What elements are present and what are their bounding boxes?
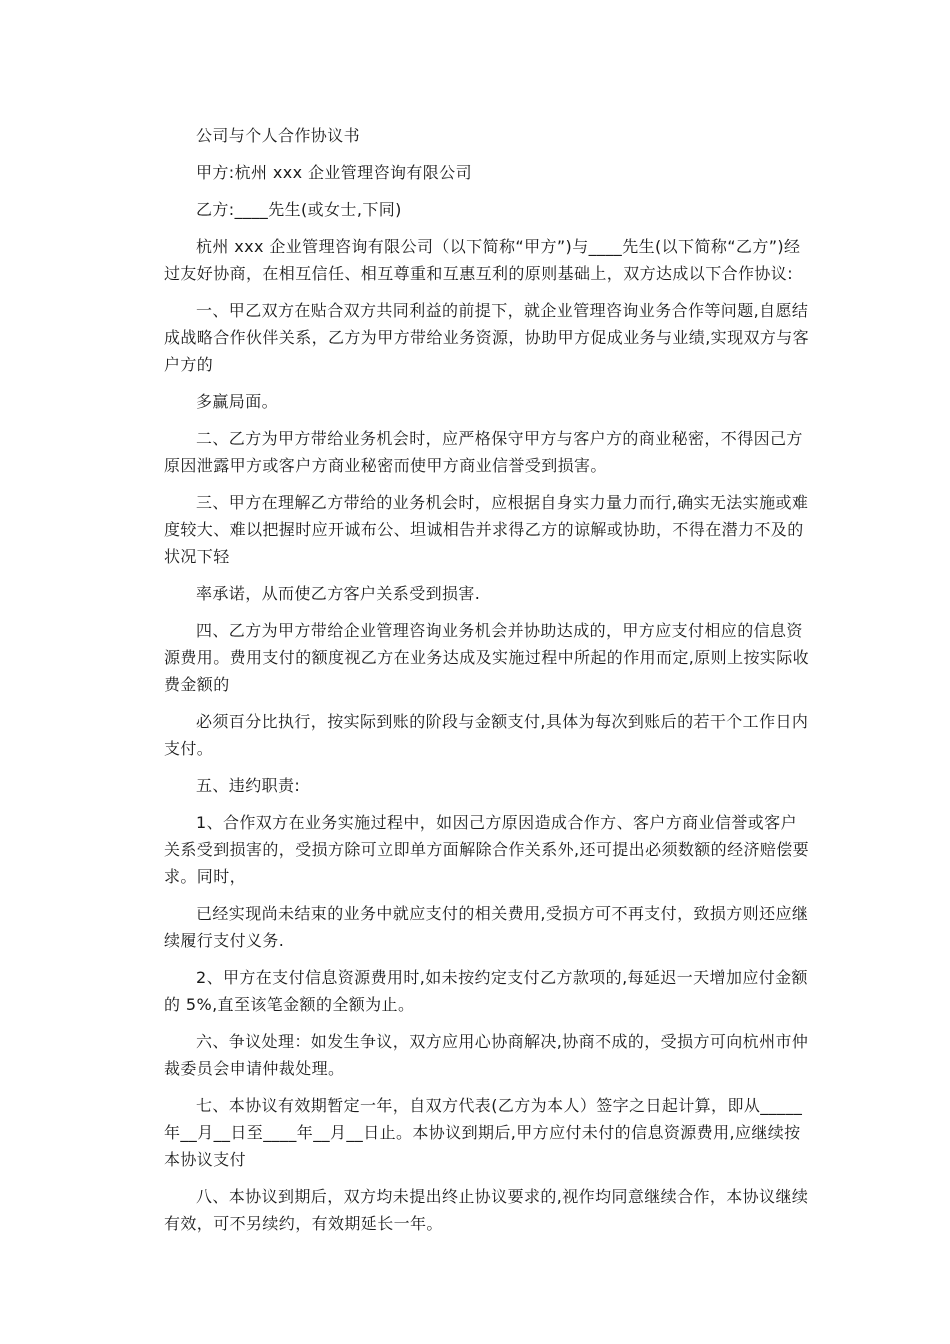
document-page — [164, 122, 810, 1247]
party-b-line: 乙方:____先生(或女士,下同) — [196, 200, 402, 219]
paragraph-clause-3-cont: 率承诺，从而使乙方客户关系受到损害. — [196, 584, 481, 603]
paragraph-clause-8: 八、本协议到期后，双方均未提出终止协议要求的,视作均同意继续合作，本协议继续有效，可不另续约，有效期延长一年。 — [164, 1187, 809, 1233]
document-title: 公司与个人合作协议书 — [196, 126, 361, 145]
paragraph-clause-5-item-1-cont: 已经实现尚未结束的业务中就应支付的相关费用,受损方可不再支付，致损方则还应继续履行支付义务. — [164, 904, 809, 950]
paragraph-clause-2: 二、乙方为甲方带给业务机会时，应严格保守甲方与客户方的商业秘密，不得因己方原因泄露甲方或客户方商业秘密而使甲方商业信誉受到损害。 — [164, 429, 803, 475]
paragraph-clause-4: 四、乙方为甲方带给企业管理咨询业务机会并协助达成的，甲方应支付相应的信息资源费用。费用支付的额度视乙方在业务达成及实施过程中所起的作用而定,原则上按实际收费金额的 — [164, 621, 810, 694]
paragraph-intro: 杭州 xxx 企业管理咨询有限公司（以下简称“甲方”)与____先生(以下简称“乙方”)经过友好协商，在相互信任、相互尊重和互惠互利的原则基础上，双方达成以下合作协议: — [164, 237, 801, 283]
paragraph-clause-6: 六、争议处理：如发生争议，双方应用心协商解决,协商不成的，受损方可向杭州市仲裁委员会申请仲裁处理。 — [164, 1032, 809, 1078]
paragraph-clause-5-item-1: 1、合作双方在业务实施过程中，如因己方原因造成合作方、客户方商业信誉或客户关系受到损害的，受损方除可立即单方面解除合作关系外,还可提出必须数额的经济赔偿要求。同时， — [164, 813, 810, 886]
paragraph-clause-1: 一、甲乙双方在贴合双方共同利益的前提下，就企业管理咨询业务合作等问题,自愿结成战略合作伙伴关系，乙方为甲方带给业务资源，协助甲方促成业务与业绩,实现双方与客户方的 — [164, 301, 810, 374]
paragraph-clause-1-cont: 多赢局面。 — [196, 392, 279, 411]
paragraph-clause-3: 三、甲方在理解乙方带给的业务机会时，应根据自身实力量力而行,确实无法实施或难度较大、难以把握时应开诚布公、坦诚相告并求得乙方的谅解或协助，不得在潜力不及的状况下轻 — [164, 493, 809, 566]
paragraph-clause-4-cont: 必须百分比执行，按实际到账的阶段与金额支付,具体为每次到账后的若干个工作日内支付。 — [164, 712, 809, 758]
paragraph-clause-5-item-2: 2、甲方在支付信息资源费用时,如未按约定支付乙方款项的,每延迟一天增加应付金额的 5%,直至该笔金额的全额为止。 — [164, 968, 808, 1014]
paragraph-clause-5-heading: 五、违约职责: — [196, 776, 301, 795]
party-a-line: 甲方:杭州 xxx 企业管理咨询有限公司 — [196, 163, 472, 182]
paragraph-clause-7: 七、本协议有效期暂定一年，自双方代表(乙方为本人）签字之日起计算，即从_____年__月__日至____年__月__日止。本协议到期后,甲方应付未付的信息资源费用,应继续按本协议支付 — [164, 1096, 803, 1169]
